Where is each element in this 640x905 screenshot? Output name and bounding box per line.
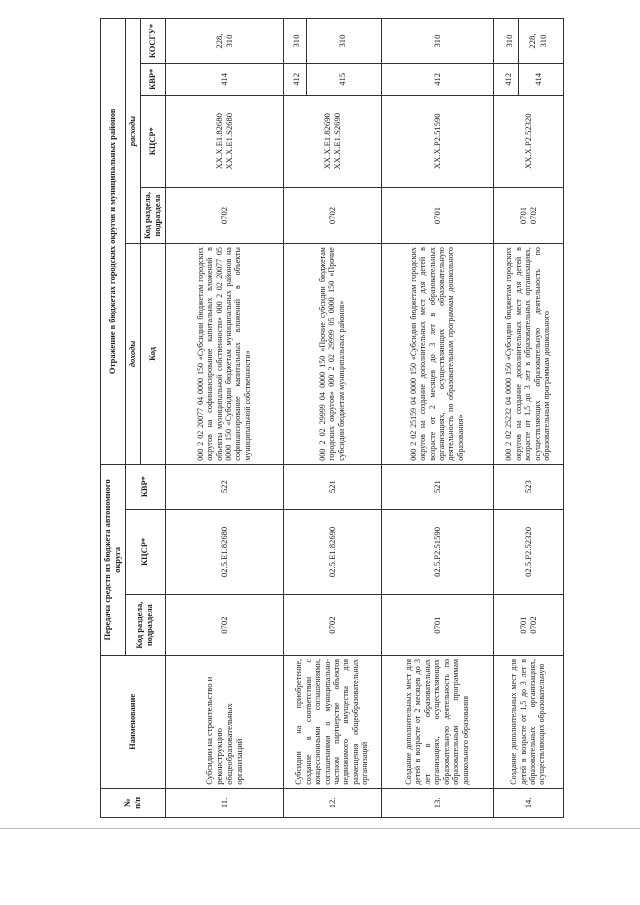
header-num: № п/п	[101, 788, 166, 817]
table-row	[493, 19, 563, 818]
row-exp-kosgu-split	[283, 19, 381, 64]
row-income-code: 000 2 02 20077 04 0000 150 «Субсидии бюджетам городских округов на софинансирование капитальных вложений в объекты муниципальной собственности» 000 2 02 20077 05 0000 150 «Субсидии бюджетам муниципальных районов на софинансирование капитальных вложений в объекты муниципальной собственности»	[165, 244, 283, 465]
header-exp-razdel: Код раздела, подраздела	[140, 187, 165, 243]
row-exp-kvr-b: 415	[336, 72, 347, 86]
row-exp-kosgu-b: 310	[336, 34, 347, 48]
row-kvr: 523	[493, 464, 563, 509]
header-kvr: КВР*	[125, 464, 165, 509]
row-name: Создание дополнительных мест для детей в возрасте от 1,5 до 3 лет в образовательных организациях, осуществляющих образовательную	[493, 655, 563, 788]
row-kvr: 521	[381, 464, 493, 509]
header-razdel: Код раздела, подраздела	[125, 595, 165, 656]
header-income-code: Код	[140, 244, 165, 465]
row-income-code: 000 2 02 25232 04 0000 150 «Субсидии бюджетам городских округов на создание дополнительных мест для детей в возрасте от 1,5 до 3 лет в образовательных организациях, осуществляющих образовательную деятельность по образовательным программам дошкольного	[493, 244, 563, 465]
row-exp-kosgu-a: 310	[287, 19, 306, 63]
row-exp-razdel: 0701 0702	[493, 187, 563, 243]
row-name: Создание дополнительных мест для детей в возрасте от 2 месяцев до 3 лет в образовательных организациях, осуществляющих образовательную деятельность по образовательным программам дошкольного образования	[381, 655, 493, 788]
row-num: 13.	[381, 788, 493, 817]
table-frame	[100, 18, 570, 818]
header-exp-kosgu: КОСГУ*	[140, 19, 165, 64]
row-exp-kvr-a: 412	[287, 64, 306, 95]
header-income: доходы	[125, 244, 140, 465]
row-kvr: 522	[165, 464, 283, 509]
row-razdel: 0701	[381, 595, 493, 656]
row-exp-kvr: 412	[381, 64, 493, 96]
scan-edge-line	[0, 828, 640, 829]
row-exp-kcsr: ХХ.Х.Е1.82690 ХХ.Х.Е1.S2690	[283, 95, 381, 187]
row-razdel: 0701 0702	[493, 595, 563, 656]
row-num: 12.	[283, 788, 381, 817]
allocation-table	[100, 18, 564, 818]
header-kcsr: КЦСР*	[125, 509, 165, 595]
row-exp-kvr-split	[493, 64, 563, 96]
header-name: Наименование	[101, 655, 166, 788]
row-exp-kosgu-a: 310	[500, 19, 519, 63]
row-exp-kvr-b: 414	[532, 72, 543, 86]
header-transfer: Передача средств из бюджета автономного округа	[101, 464, 126, 655]
row-income-code: 000 2 02 29999 04 0000 150 «Прочие субсидии бюджетам городских округов» 000 2 02 29999 05 0000 150 «Прочие субсидии бюджетам муниципальных районов»	[283, 244, 381, 465]
table-row	[283, 19, 381, 818]
row-exp-razdel: 0701	[381, 187, 493, 243]
row-exp-kosgu-split	[493, 19, 563, 64]
row-num: 11.	[165, 788, 283, 817]
header-exp-kcsr: КЦСР*	[140, 95, 165, 187]
row-kcsr: 02.5.P2.51590	[381, 509, 493, 595]
row-exp-kvr: 414	[165, 64, 283, 96]
row-razdel: 0702	[165, 595, 283, 656]
table-row	[381, 19, 493, 818]
row-exp-kosgu: 228, 310	[165, 19, 283, 64]
row-exp-kosgu-b: 228, 310	[527, 33, 548, 49]
table-row	[165, 19, 283, 818]
row-exp-kcsr: ХХ.Х.P2.52320	[493, 95, 563, 187]
row-razdel: 0702	[283, 595, 381, 656]
rotated-page	[100, 18, 570, 818]
row-exp-razdel: 0702	[165, 187, 283, 243]
row-income-code: 000 2 02 25159 04 0000 150 «Субсидии бюджетам городских округов на создание дополнительных мест для детей в возрасте от 2 месяцев до 3 лет в образовательных организациях, осуществляющих образовательную деятельность по образовательным программам дошкольного образования»	[381, 244, 493, 465]
row-exp-kvr-a: 412	[499, 64, 518, 95]
row-exp-kcsr: ХХ.Х.Е1.82680 ХХ.Х.Е1.S2680	[165, 95, 283, 187]
header-expense: расходы	[125, 19, 140, 244]
row-kcsr: 02.5.Е1.82690	[283, 509, 381, 595]
row-kvr: 521	[283, 464, 381, 509]
header-exp-kvr: КВР*	[140, 64, 165, 96]
row-exp-razdel: 0702	[283, 187, 381, 243]
row-name: Субсидии на строительство и реконструкцию общеобразовательных организаций	[165, 655, 283, 788]
row-exp-kosgu: 310	[381, 19, 493, 64]
row-kcsr: 02.5.Е1.82680	[165, 509, 283, 595]
row-name: Субсидии на приобретение, создание в соответствии с концессионными соглашениями, соглашениями о муниципально-частном партнерстве объектов недвижимого имущества для размещения общеобразовательных организаций	[283, 655, 381, 788]
row-num: 14.	[493, 788, 563, 817]
row-exp-kcsr: ХХ.Х.P2.51590	[381, 95, 493, 187]
row-kcsr: 02.5.P2.52320	[493, 509, 563, 595]
row-exp-kvr-split	[283, 64, 381, 96]
header-reflect: Отражение в бюджетах городских округов и муниципальных районов	[101, 19, 126, 465]
